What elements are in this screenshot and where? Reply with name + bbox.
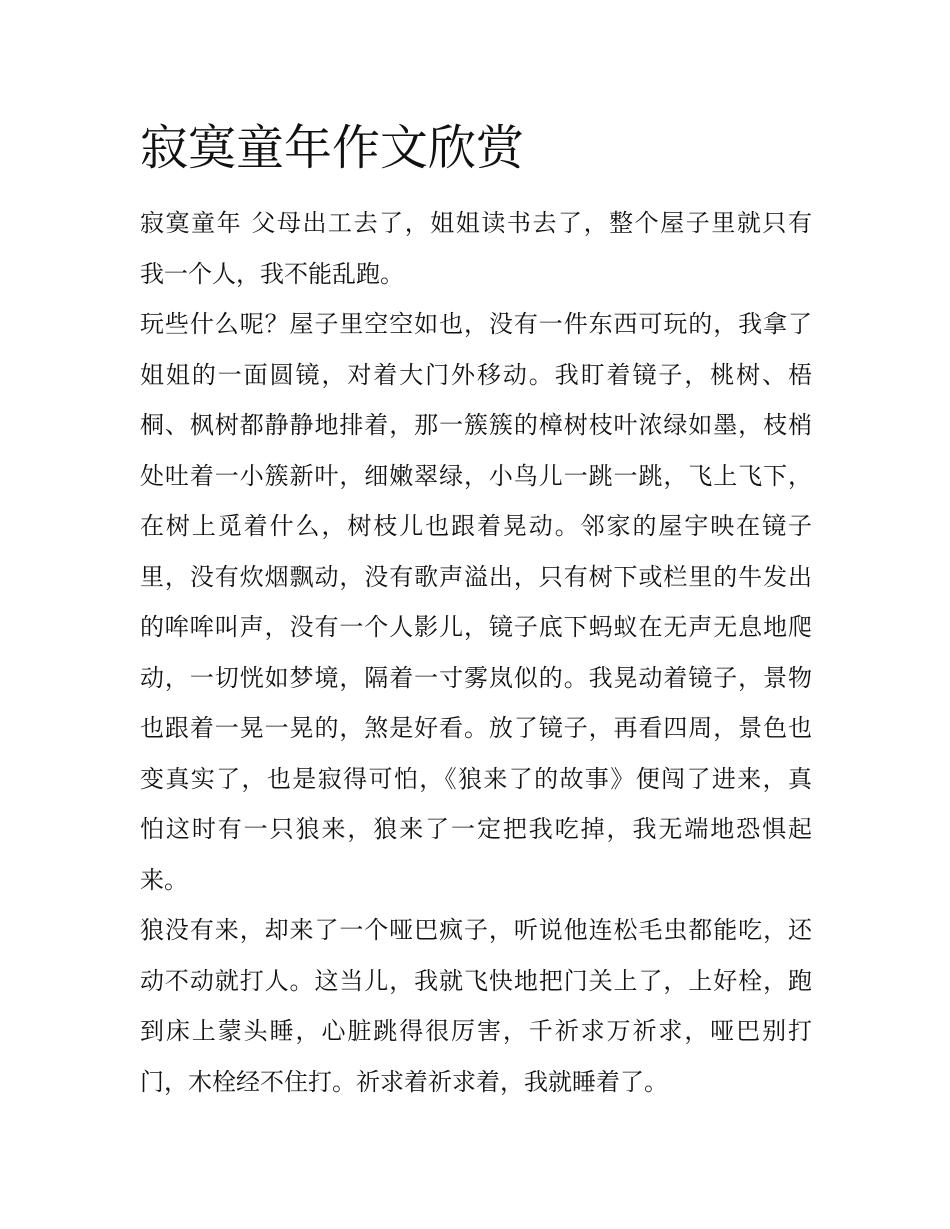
text-line: 玩些什么呢？屋子里空空如也，没有一件东西可玩的，我拿了 (140, 310, 812, 338)
text-line: 在树上觅着什么，树枝儿也跟着晃动。邻家的屋宇映在镜子 (140, 512, 812, 540)
text-line: 处吐着一小簇新叶，细嫩翠绿，小鸟儿一跳一跳，飞上飞下， (140, 461, 812, 490)
text-line: 到床上蒙头睡，心脏跳得很厉害，千祈求万祈求，哑巴别打 (140, 1017, 812, 1045)
text-line: 来。 (140, 865, 188, 894)
text-line: 怕这时有一只狼来，狼来了一定把我吃掉，我无端地恐惧起 (140, 815, 812, 843)
text-line: 姐姐的一面圆镜，对着大门外移动。我盯着镜子，桃树、梧 (140, 360, 812, 389)
text-line: 我一个人，我不能乱跑。 (140, 259, 404, 288)
paragraph-2 (140, 299, 812, 905)
text-line: 变真实了，也是寂得可怕，《狼来了的故事》便闯了进来，真 (140, 764, 812, 793)
text-line: 里，没有炊烟飘动，没有歌声溢出，只有树下或栏里的牛发出 (140, 562, 812, 591)
text-line: 狼没有来，却来了一个哑巴疯子，听说他连松毛虫都能吃，还 (140, 916, 812, 944)
text-line: 也跟着一晃一晃的，煞是好看。放了镜子，再看四周，景色也 (140, 714, 812, 742)
paragraph-3 (140, 905, 812, 1107)
text-line: 门，木栓经不住打。祈求着祈求着，我就睡着了。 (140, 1067, 668, 1096)
text-line: 寂寞童年 父母出工去了，姐姐读书去了，整个屋子里就只有 (140, 209, 812, 237)
text-line: 动不动就打人。这当儿，我就飞快地把门关上了，上好栓，跑 (140, 966, 812, 995)
text-line: 桐、枫树都静静地排着，那一簇簇的樟树枝叶浓绿如墨，枝梢 (140, 411, 812, 439)
text-line: 动，一切恍如梦境，隔着一寸雾岚似的。我晃动着镜子，景物 (140, 663, 812, 692)
document-page (140, 112, 812, 1107)
paragraph-1 (140, 198, 812, 299)
text-line: 的哞哞叫声，没有一个人影儿，镜子底下蚂蚁在无声无息地爬 (140, 613, 812, 641)
page-title: 寂寞童年作文欣赏 (140, 120, 525, 176)
